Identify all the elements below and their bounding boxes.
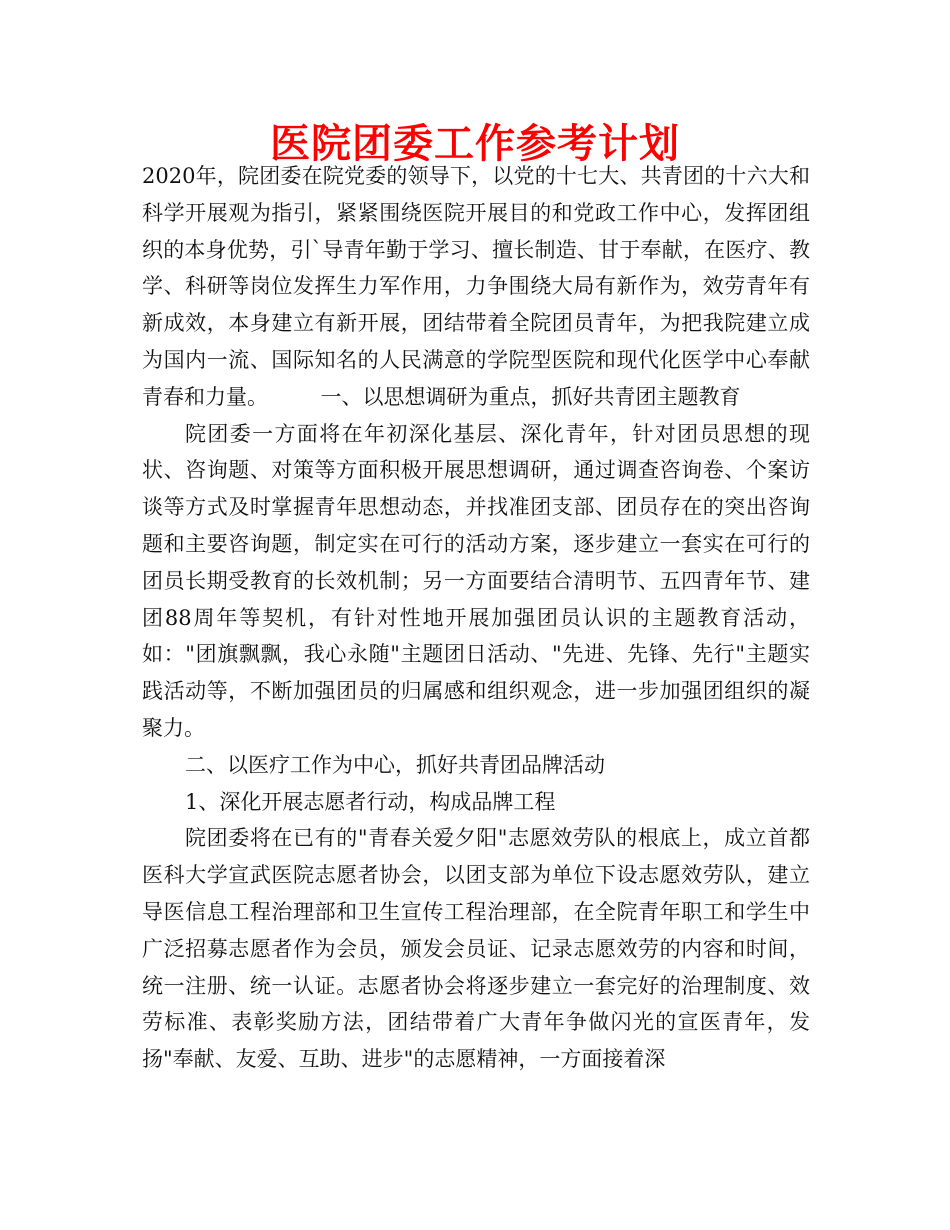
subsection-heading-volunteer: 1、深化开展志愿者行动，构成品牌工程 <box>185 789 556 814</box>
paragraph-ideological-education: 院团委一方面将在年初深化基层、深化青年，针对团员思想的现状、咨询题、对策等方面积极开展思想调研，通过调查咨询卷、个案访谈等方式及时掌握青年思想动态，并找准团支部、团员存在的突出咨询题和主要咨询题，制定实在可行的活动方案，逐步建立一套实在可行的团员长期受教育的长效机制；另一方面要结合清明节、五四青年节、建团88周年等契机，有针对性地开展加强团员认识的主题教育活动，如："团旗飘飘，我心永随"主题团日活动、"先进、先锋、先行"主题实践活动等，不断加强团员的归属感和组织观念，进一步加强团组织的凝聚力。 <box>142 421 810 740</box>
document-body <box>142 158 810 1078</box>
section-heading-medical-brand: 二、以医疗工作为中心，抓好共青团品牌活动 <box>185 752 605 777</box>
paragraph-intro: 2020年，院团委在院党委的领导下，以党的十七大、共青团的十六大和科学开展观为指引，紧紧围绕医院开展目的和党政工作中心，发挥团组织的本身优势，引`导青年勤于学习、擅长制造、甘于奉献，在医疗、教学、科研等岗位发挥生力军作用，力争围绕大局有新作为，效劳青年有新成效，本身建立有新开展，团结带着全院团员青年，为把我院建立成为国内一流、国际知名的人民满意的学院型医院和现代化医学中心奉献青春和力量。 一、以思想调研为重点，抓好共青团主题教育 <box>142 164 810 409</box>
document-title: 医院团委工作参考计划 <box>270 121 680 167</box>
paragraph-volunteer-association: 院团委将在已有的"青春关爱夕阳"志愿效劳队的根底上，成立首都医科大学宣武医院志愿者协会，以团支部为单位下设志愿效劳队，建立导医信息工程治理部和卫生宣传工程治理部，在全院青年职工和学生中广泛招募志愿者作为会员，颁发会员证、记录志愿效劳的内容和时间，统一注册、统一认证。志愿者协会将逐步建立一套完好的治理制度、效劳标准、表彰奖励方法，团结带着广大青年争做闪光的宣医青年，发扬"奉献、友爱、互助、进步"的志愿精神，一方面接着深 <box>142 826 810 1072</box>
